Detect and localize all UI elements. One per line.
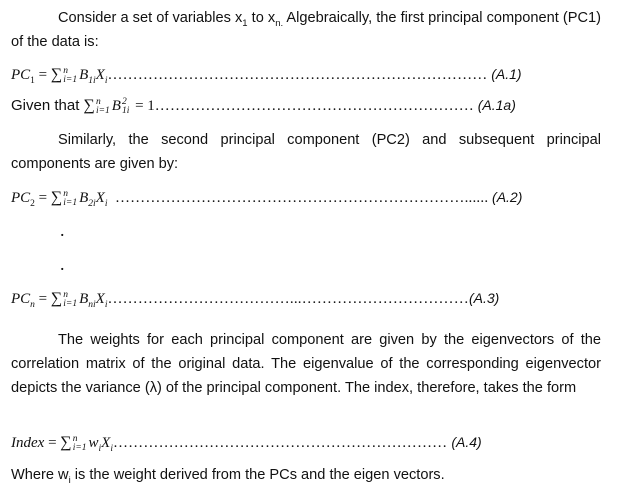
eq-a1a-sum-symbol: ∑: [83, 97, 95, 114]
eq-a3-sum-upper: n: [63, 289, 69, 300]
eq-a1a-power: 2: [121, 96, 127, 107]
eq-a2-sum-upper: n: [63, 188, 69, 199]
closing-text-b: is the weight derived from the PCs and the eigen vectors.: [70, 467, 445, 483]
intro-sub-n: n.: [275, 17, 284, 29]
eq-a3-number: (A.3): [468, 290, 500, 306]
eq-a2-coef-sub: 2i: [88, 199, 96, 209]
eq-a3-var: X: [95, 291, 105, 307]
closing-sub-i: i: [68, 474, 71, 486]
eq-a3-lhs: PC: [11, 291, 31, 307]
eq-a1a-sum-limits: [96, 98, 110, 116]
eq-a3-coef: B: [79, 291, 89, 307]
eq-a2-sum-lower: i=1: [63, 197, 78, 208]
eq-a4-sum-symbol: ∑: [60, 434, 72, 451]
eq-a1a-coef: B: [111, 98, 121, 114]
vertical-ellipsis-dot-2: .: [60, 254, 65, 274]
eq-a3-var-sub: i: [104, 300, 108, 310]
eq-a4-sum-lower: i=1: [72, 442, 87, 453]
eq-a3-sum-limits: [63, 291, 77, 309]
eq-a3-lhs-sub: n: [30, 300, 35, 310]
eq-a4-var: X: [101, 435, 111, 451]
eq-a2-sum-limits: [63, 190, 77, 208]
equation-a1a: [11, 93, 611, 117]
eq-a3-sum-symbol: ∑: [50, 290, 63, 307]
eq-a3-leader-dots: ………………………………...……………………………: [107, 291, 469, 307]
eq-a1a-sum-lower: i=1: [95, 105, 110, 116]
eq-a2-sum-symbol: ∑: [50, 189, 63, 206]
equation-a4: Index = ∑ n i=1 $w_iX_i\dots\dots\dots\dots\dots\dots\dots\dots\dots\dots\dots\dots\dots\dots\dots\dots\dots\dots\dots\dots\dots\dots$ (A.4): [11, 433, 482, 454]
intro-text-b: to x: [247, 10, 276, 26]
eq-a1a-sum-upper: n: [95, 96, 101, 107]
eq-a3-sum-lower: i=1: [63, 298, 78, 309]
eq-a2-var-sub: i: [104, 199, 108, 209]
eq-a1-sum-limits: [63, 67, 77, 85]
eq-a1a-equals-one: = 1: [131, 98, 155, 114]
eq-a4-sum-limits: [73, 435, 87, 453]
intro-text-c: Algebraically, the first principal component (PC1) of the data is:: [11, 10, 601, 50]
eq-a1a-coef-scripts: [122, 98, 129, 116]
eq-a1a-leader-dots: ………………………………………………………: [154, 98, 474, 114]
eq-a2-coef: B: [79, 190, 89, 206]
closing-sentence: [11, 463, 601, 487]
eq-a1-number: (A.1): [491, 66, 522, 82]
eq-a1-var-sub: i: [104, 76, 108, 86]
second-component-paragraph: Similarly, the second principal component (PC2) and subsequent principal components are given by:: [11, 132, 601, 172]
eq-a1-sum-upper: n: [63, 65, 69, 76]
eq-a3-coef-sub: ni: [88, 300, 96, 310]
vertical-ellipsis-dot-1: .: [60, 220, 65, 240]
eq-a1a-coef-sub: 1i: [121, 105, 130, 116]
eq-a4-sum-upper: n: [72, 433, 78, 444]
eq-a1-coef-sub: 1i: [88, 76, 96, 86]
intro-paragraph: [11, 6, 601, 54]
weights-paragraph: The weights for each principal component are given by the eigenvectors of the correlation matrix of the original data. The eigenvalue of the corresponding eigenvector depicts the variance (λ) of the principal component. The index, therefore, takes the form: [11, 332, 601, 396]
intro-text-a: Consider a set of variables x: [58, 10, 243, 26]
equation-a1: $PC_1$ = ∑ n i=1 $B_{1i}X_i\dots\dots\dots\dots\dots\dots\dots\dots\dots\dots\dots\dots\dots\dots\dots\dots\dots\dots\dots\dots\dots\dots\dots\dots\dots$ (A.1): [11, 65, 522, 86]
eq-a4-coef-sub: i: [98, 444, 102, 454]
eq-a1-coef: B: [79, 67, 89, 83]
eq-a4-var-sub: i: [110, 444, 113, 454]
eq-a1a-number: (A.1a): [477, 97, 516, 113]
equation-a2: $PC_2$ = ∑ n i=1 $B_{2i}X_i$ ……………………………………………………………...... (A.2): [11, 188, 523, 209]
eq-a2-leader-dots: ……………………………………………………………......: [114, 190, 489, 206]
equation-a3: $PC_n$ = ∑ n i=1 $B_{ni}X_i\dots\dots\dots\dots\dots\dots\dots\dots\dots\dots\dots\dots...\dots\dots\dots\dots\dots\dots\dots\dots\dots\dots\dots(A.3)$: [11, 289, 500, 310]
eq-a1-sum-lower: i=1: [63, 74, 78, 85]
eq-a4-lhs: Index: [11, 435, 45, 451]
eq-a1-sum-symbol: ∑: [50, 66, 63, 83]
eq-a1-var: X: [95, 67, 105, 83]
eq-a1-leader-dots: …………………………………………………………………: [107, 67, 488, 83]
eq-a1-lhs-sub: 1: [30, 76, 35, 86]
eq-a2-lhs-sub: 2: [30, 199, 35, 209]
eq-a2-var: X: [95, 190, 105, 206]
eq-a2-number: (A.2): [492, 189, 523, 205]
eq-a2-lhs: PC: [11, 190, 31, 206]
intro-sub-1: 1: [242, 17, 248, 29]
closing-text-a: Where w: [11, 467, 69, 483]
eq-a4-leader-dots: …………………………………………………………: [112, 435, 452, 451]
eq-a4-number: (A.4): [451, 434, 482, 450]
eq-a4-coef: w: [88, 435, 99, 451]
given-that-text: Given that: [11, 97, 84, 114]
eq-a1-lhs: PC: [11, 67, 31, 83]
